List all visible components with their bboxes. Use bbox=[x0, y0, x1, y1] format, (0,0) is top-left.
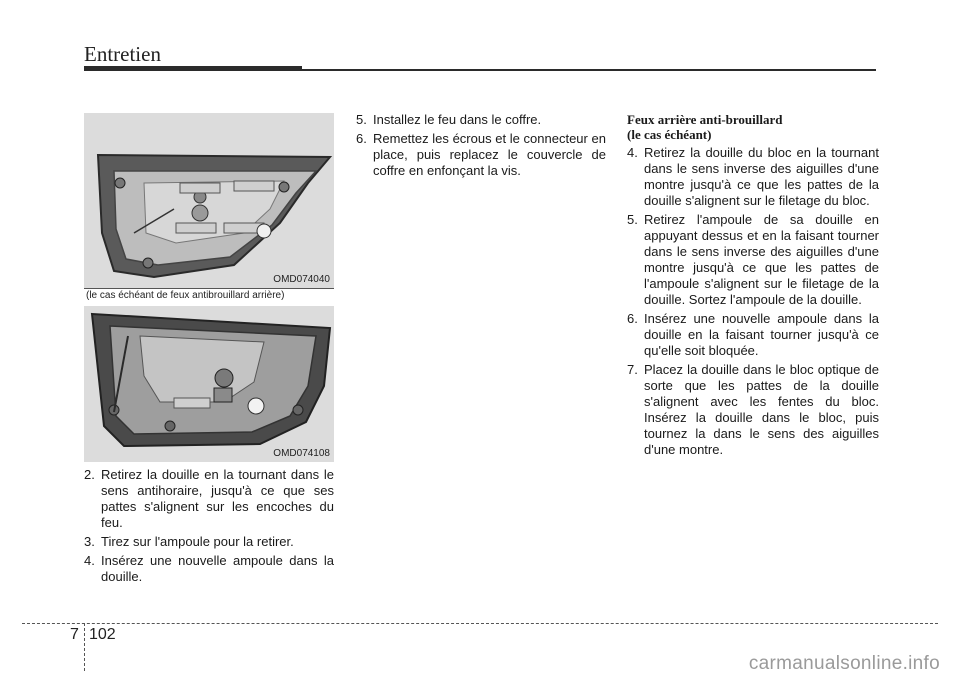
left-column bbox=[84, 467, 334, 588]
middle-column bbox=[356, 112, 606, 182]
fog-lamp-illustration bbox=[84, 306, 334, 462]
footer-divider bbox=[84, 623, 85, 671]
figure-tail-lamp-2 bbox=[84, 306, 334, 462]
chapter-number: 7 bbox=[70, 626, 79, 643]
list-item: 5. Installez le feu dans le coffre. bbox=[356, 112, 542, 127]
figure-divider bbox=[84, 288, 334, 289]
list-item: 2. Retirez la douille en la tournant dans le sens antihoraire, jusqu'à ce que ses pattes s'alignent sur les encoches du feu. bbox=[84, 467, 334, 530]
header-rule-thin bbox=[302, 69, 876, 71]
header-rule bbox=[84, 66, 302, 71]
figure-caption: (le cas échéant de feux antibrouillard arrière) bbox=[86, 290, 285, 301]
tail-lamp-illustration bbox=[84, 113, 334, 288]
watermark: carmanualsonline.info bbox=[748, 653, 940, 674]
figure-tail-lamp-1 bbox=[84, 113, 334, 288]
list-item: 4. Retirez la douille du bloc en la tournant dans le sens inverse des aiguilles d'une montre jusqu'à ce que les pattes de la douille s'alignent sur le filetage du bloc. bbox=[627, 145, 879, 208]
page-title: Entretien bbox=[84, 42, 161, 66]
right-column bbox=[627, 112, 879, 461]
figure-code: OMD074108 bbox=[273, 448, 330, 459]
list-item: 5. Retirez l'ampoule de sa douille en appuyant dessus et en la faisant tourner dans le sens inverse des aiguilles d'une montre jusqu'à ce que les pattes de l'ampoule s'alignent sur le filetage de la douille. Sortez l'ampoule de la douille. bbox=[627, 212, 879, 307]
page-number: 102 bbox=[89, 626, 116, 643]
footer-rule bbox=[22, 623, 938, 624]
list-item: 7. Placez la douille dans le bloc optique de sorte que les pattes de la douille s'alignent avec les fentes du bloc. Insérez la douille dans le bloc, puis tournez la dans le sens des aiguilles d'une montre. bbox=[627, 362, 879, 457]
figure-code: OMD074040 bbox=[273, 274, 330, 285]
list-item: 4. Insérez une nouvelle ampoule dans la douille. bbox=[84, 553, 334, 584]
section-heading: Feux arrière anti-brouillard (le cas échéant) bbox=[627, 112, 783, 142]
list-item: 6. Remettez les écrous et le connecteur en place, puis replacez le couvercle de coffre en enfonçant la vis. bbox=[356, 131, 606, 178]
list-item: 3. Tirez sur l'ampoule pour la retirer. bbox=[84, 534, 294, 549]
list-item: 6. Insérez une nouvelle ampoule dans la douille en la faisant tourner jusqu'à ce qu'elle soit bloquée. bbox=[627, 311, 879, 358]
